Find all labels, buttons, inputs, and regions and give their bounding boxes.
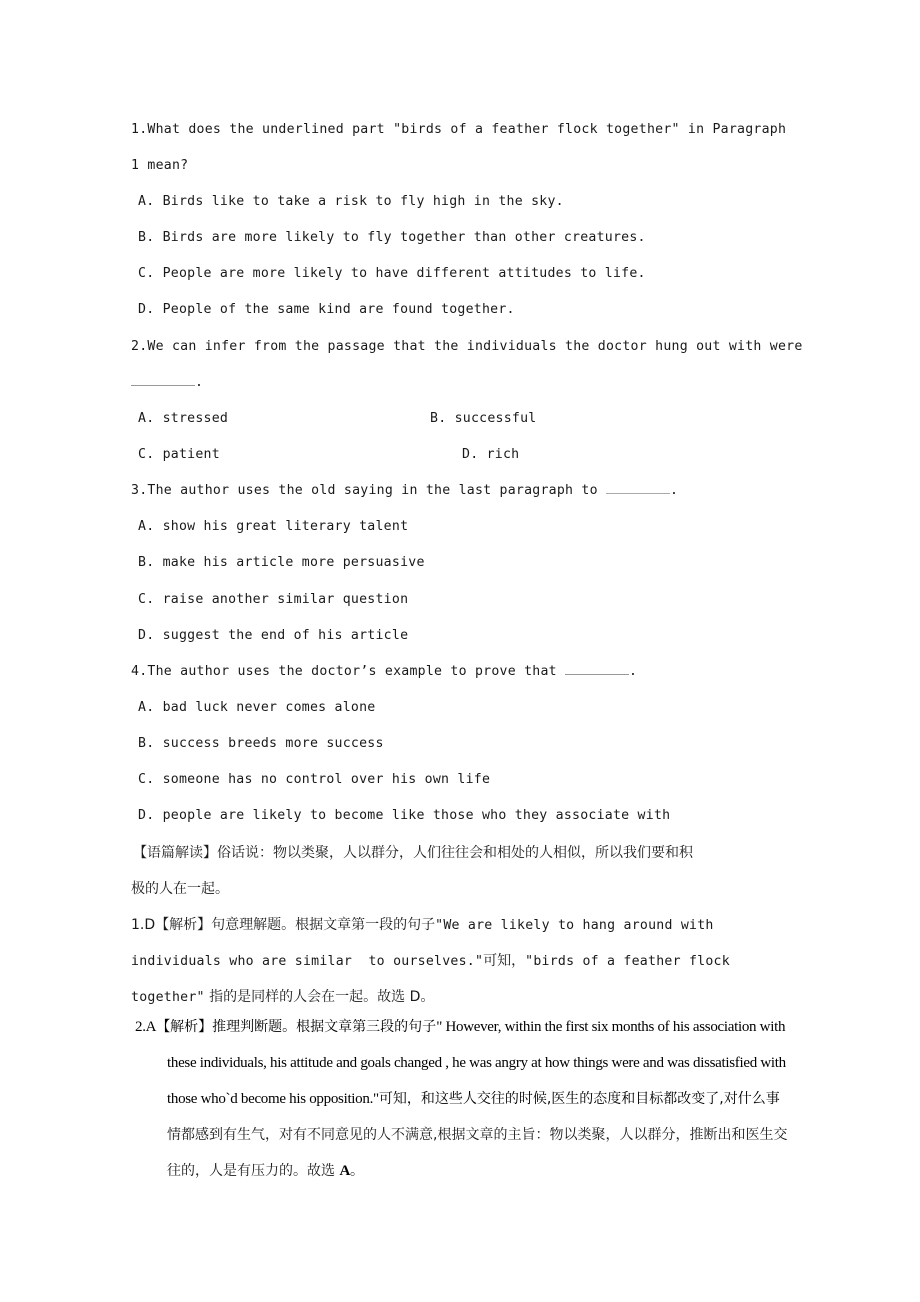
question-1-stem: 1.What does the underlined part "birds of a feather flock together" in Paragraph bbox=[131, 122, 787, 137]
question-1-stem-cont: 1 mean? bbox=[131, 158, 189, 173]
question-2-stem: 2.We can infer from the passage that the individuals the doctor hung out with were bbox=[131, 339, 803, 354]
answer-1-conclusion: 指的是同样的人会在一起。故选 D。 bbox=[204, 989, 435, 1005]
answer-blank bbox=[131, 373, 195, 386]
answer-1-phrase: "birds of a feather flock bbox=[525, 954, 730, 969]
answer-2-line-4: 情都感到有生气，对有不同意见的人不满意,根据文章的主旨：物以类聚，人以群分，推断出和医生交 bbox=[167, 1127, 788, 1143]
question-4-option-a: A. bad luck never comes alone bbox=[138, 700, 376, 715]
question-3-stem bbox=[131, 481, 678, 501]
question-3-option-a: A. show his great literary talent bbox=[138, 519, 409, 534]
answer-blank bbox=[606, 481, 670, 494]
question-3-text: 3.The author uses the old saying in the last paragraph to bbox=[131, 483, 606, 498]
answer-1-cn: 可知， bbox=[483, 953, 526, 969]
answer-1-line-1 bbox=[131, 915, 714, 936]
answer-1-phrase-cont: together" bbox=[131, 990, 205, 1005]
question-1-option-a: A. Birds like to take a risk to fly high in the sky. bbox=[138, 194, 564, 209]
answer-1-quote: "We are likely to hang around with bbox=[435, 918, 714, 933]
question-4-text: 4.The author uses the doctor’s example to prove that bbox=[131, 664, 566, 679]
answer-1-line-2 bbox=[131, 951, 730, 972]
period: . bbox=[195, 375, 204, 390]
question-3-option-d: D. suggest the end of his article bbox=[138, 628, 409, 643]
question-3-option-c: C. raise another similar question bbox=[138, 592, 409, 607]
answer-2-quote: " However, within the first six months of his association with bbox=[436, 1019, 786, 1035]
period: . bbox=[629, 664, 638, 679]
question-4-option-c: C. someone has no control over his own life bbox=[138, 772, 491, 787]
answer-1-label: 1.D【解析】句意理解题。根据文章第一段的句子 bbox=[131, 917, 436, 933]
answer-1-quote-cont: individuals who are similar to ourselves." bbox=[131, 954, 484, 969]
answer-2-label: 2.A bbox=[135, 1019, 157, 1035]
answer-1-line-3 bbox=[131, 987, 434, 1008]
question-2-option-c: C. patient bbox=[138, 447, 220, 462]
question-4-stem bbox=[131, 662, 637, 682]
answer-2-line-2: these individuals, his attitude and goals changed , he was angry at how things were and was dissatisfied with bbox=[167, 1055, 786, 1071]
answer-2-conclusion: 往的，人是有压力的。故选 bbox=[167, 1163, 335, 1179]
reading-summary-line-2: 极的人在一起。 bbox=[131, 881, 229, 897]
period: . bbox=[670, 483, 679, 498]
question-1-option-d: D. People of the same kind are found together. bbox=[138, 302, 515, 317]
question-2-option-d: D. rich bbox=[462, 447, 520, 462]
period: 。 bbox=[350, 1163, 364, 1179]
answer-2-choice: A bbox=[339, 1163, 350, 1179]
answer-2-explain: 可知，和这些人交往的时候,医生的态度和目标都改变了,对什么事 bbox=[378, 1091, 780, 1107]
question-1-option-b: B. Birds are more likely to fly together than other creatures. bbox=[138, 230, 646, 245]
question-4-option-b: B. success breeds more success bbox=[138, 736, 384, 751]
answer-2-cn: 【解析】推理判断题。根据文章第三段的句子 bbox=[156, 1019, 437, 1035]
answer-2-line-5 bbox=[167, 1161, 364, 1181]
question-2-stem-cont bbox=[131, 373, 203, 393]
answer-blank bbox=[565, 662, 629, 675]
answer-2-line-1 bbox=[135, 1017, 785, 1037]
reading-summary-line-1: 【语篇解读】俗话说：物以类聚，人以群分，人们往往会和相处的人相似，所以我们要和积 bbox=[133, 845, 693, 861]
question-3-option-b: B. make his article more persuasive bbox=[138, 555, 425, 570]
answer-2-line-3 bbox=[167, 1089, 780, 1109]
question-2-option-a: A. stressed bbox=[138, 411, 229, 426]
question-4-option-d: D. people are likely to become like those who they associate with bbox=[138, 808, 671, 823]
answer-2-quote-end: those who`d become his opposition." bbox=[167, 1091, 379, 1107]
question-1-option-c: C. People are more likely to have different attitudes to life. bbox=[138, 266, 646, 281]
question-2-option-b: B. successful bbox=[430, 411, 537, 426]
